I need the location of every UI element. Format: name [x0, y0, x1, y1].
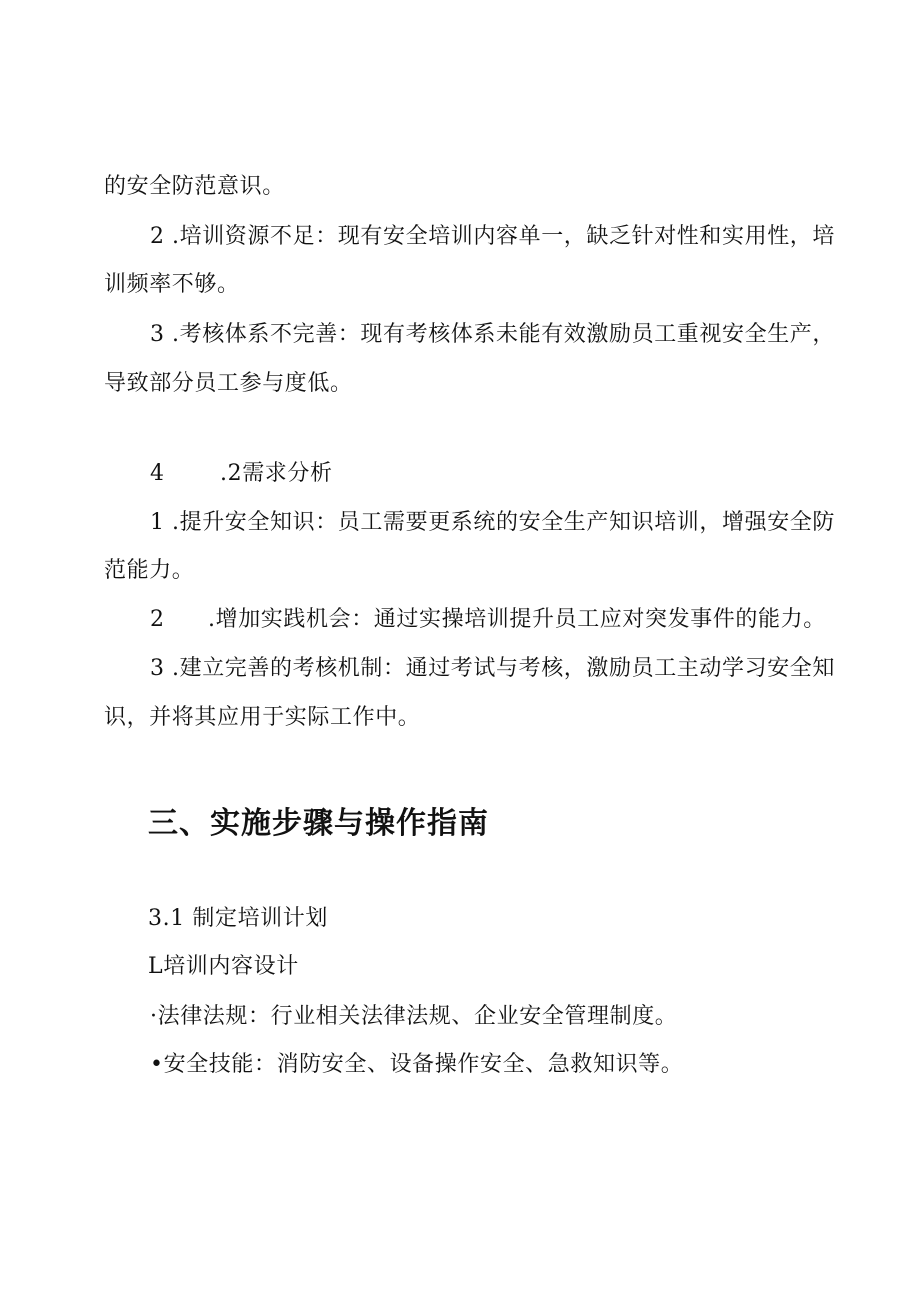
paragraph-line: [104, 172, 285, 202]
subsection-item-title: [148, 952, 299, 982]
section-number: 4: [150, 461, 165, 486]
subsection-3-1-title: [148, 904, 328, 934]
list-number: 3: [150, 656, 165, 681]
line-text: •安全技能：消防安全、设备操作安全、急救知识等。: [150, 1052, 684, 1077]
need-item-3-line-1: [150, 654, 835, 684]
line-text: 训频率不够。: [104, 272, 240, 297]
line-text: 3.1 制定培训计划: [148, 906, 328, 931]
need-item-1-line-1: [150, 508, 835, 538]
need-item-2: [150, 605, 826, 635]
list-item-3-line-2: [104, 369, 353, 399]
line-text: 范能力。: [104, 558, 195, 583]
list-number: 2: [150, 607, 165, 632]
section-title-text: .2需求分析: [220, 461, 333, 486]
line-text: .建立完善的考核机制：通过考试与考核，激励员工主动学习安全知: [172, 656, 835, 681]
line-text: 导致部分员工参与度低。: [104, 371, 353, 396]
line-text: .提升安全知识：员工需要更系统的安全生产知识培训，增强安全防: [172, 510, 835, 535]
list-item-2-line-1: [150, 222, 835, 252]
bullet-item-law: [150, 1002, 677, 1032]
line-text: .培训资源不足：现有安全培训内容单一，缺乏针对性和实用性，培: [172, 224, 835, 249]
list-number: 2: [150, 224, 165, 249]
line-text: .增加实践机会：通过实操培训提升员工应对突发事件的能力。: [208, 607, 826, 632]
list-item-2-line-2: [104, 270, 240, 300]
need-item-3-line-2: [104, 703, 420, 733]
list-number: 3: [150, 322, 165, 347]
line-text: 的安全防范意识。: [104, 174, 285, 199]
bullet-item-skills: [150, 1050, 683, 1080]
line-text: .考核体系不完善：现有考核体系未能有效激励员工重视安全生产，: [172, 322, 835, 347]
chapter-heading: 三、实施步骤与操作指南: [148, 806, 489, 841]
list-number: 1: [150, 510, 165, 535]
need-item-1-line-2: [104, 556, 194, 586]
list-item-3-line-1: [150, 320, 835, 350]
line-text: 识，并将其应用于实际工作中。: [104, 705, 421, 730]
line-text: L培训内容设计: [148, 954, 299, 979]
section-4-2-title: [150, 459, 333, 489]
line-text: ·法律法规：行业相关法律法规、企业安全管理制度。: [150, 1004, 678, 1029]
